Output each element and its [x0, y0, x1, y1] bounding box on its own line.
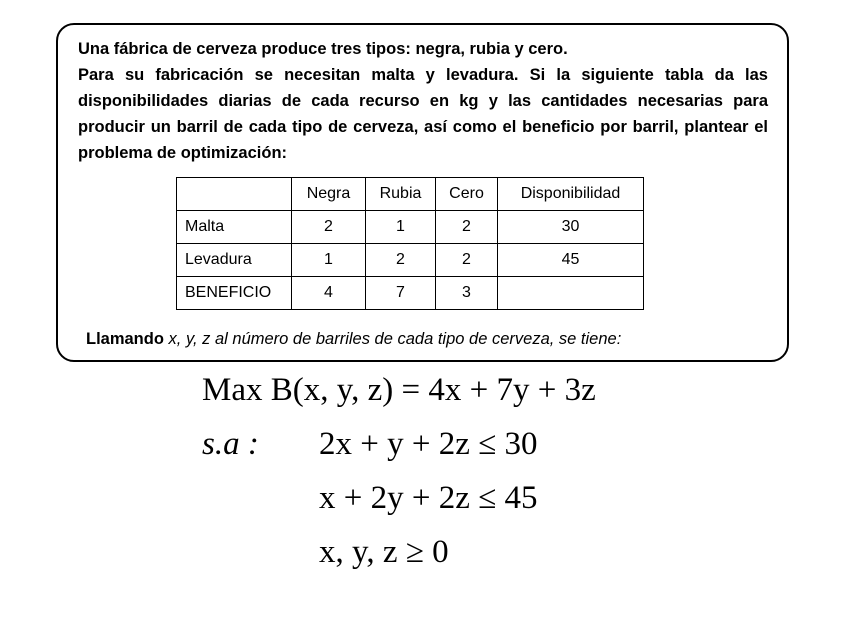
table-row-label: Malta [177, 211, 292, 244]
table-cell: 2 [436, 244, 498, 277]
table-cell: 7 [366, 277, 436, 310]
table-header-row [177, 178, 644, 211]
constraint-nonnegativity: x, y, z ≥ 0 [319, 534, 449, 570]
table-row-label: BENEFICIO [177, 277, 292, 310]
table-header-cell: Disponibilidad [498, 178, 644, 211]
table-header-cell [177, 178, 292, 211]
table-row [177, 244, 644, 277]
statement-line-1: Una fábrica de cerveza produce tres tipos: negra, rubia y cero. [78, 40, 568, 58]
table-header-cell: Negra [292, 178, 366, 211]
statement-paragraph: Para su fabricación se necesitan malta y levadura. Si la siguiente tabla da las disponibilidades diarias de cada recurso en kg y las cantidades necesarias para producir un barril de cada tipo de cerveza, así como el beneficio por barril, plantear el problema de optimización: [78, 66, 768, 162]
table-cell: 45 [498, 244, 644, 277]
table-cell [498, 277, 644, 310]
subject-to-label: s.a : [202, 426, 259, 462]
table-row-label: Levadura [177, 244, 292, 277]
table-cell: 3 [436, 277, 498, 310]
table-header-cell: Cero [436, 178, 498, 211]
table-cell: 30 [498, 211, 644, 244]
variables-intro [86, 330, 621, 349]
resource-table [176, 177, 644, 310]
constraint-malta: 2x + y + 2z ≤ 30 [319, 426, 538, 462]
table-header-cell: Rubia [366, 178, 436, 211]
table-cell: 2 [436, 211, 498, 244]
intro-lead: Llamando [86, 330, 164, 348]
objective-function: Max B(x, y, z) = 4x + 7y + 3z [202, 372, 596, 408]
table-cell: 1 [366, 211, 436, 244]
problem-statement [78, 36, 768, 166]
table-cell: 2 [366, 244, 436, 277]
table-cell: 4 [292, 277, 366, 310]
table-row [177, 277, 644, 310]
table-cell: 2 [292, 211, 366, 244]
table-row [177, 211, 644, 244]
constraint-levadura: x + 2y + 2z ≤ 45 [319, 480, 538, 516]
intro-rest: x, y, z al número de barriles de cada tipo de cerveza, se tiene: [163, 330, 622, 348]
table-cell: 1 [292, 244, 366, 277]
